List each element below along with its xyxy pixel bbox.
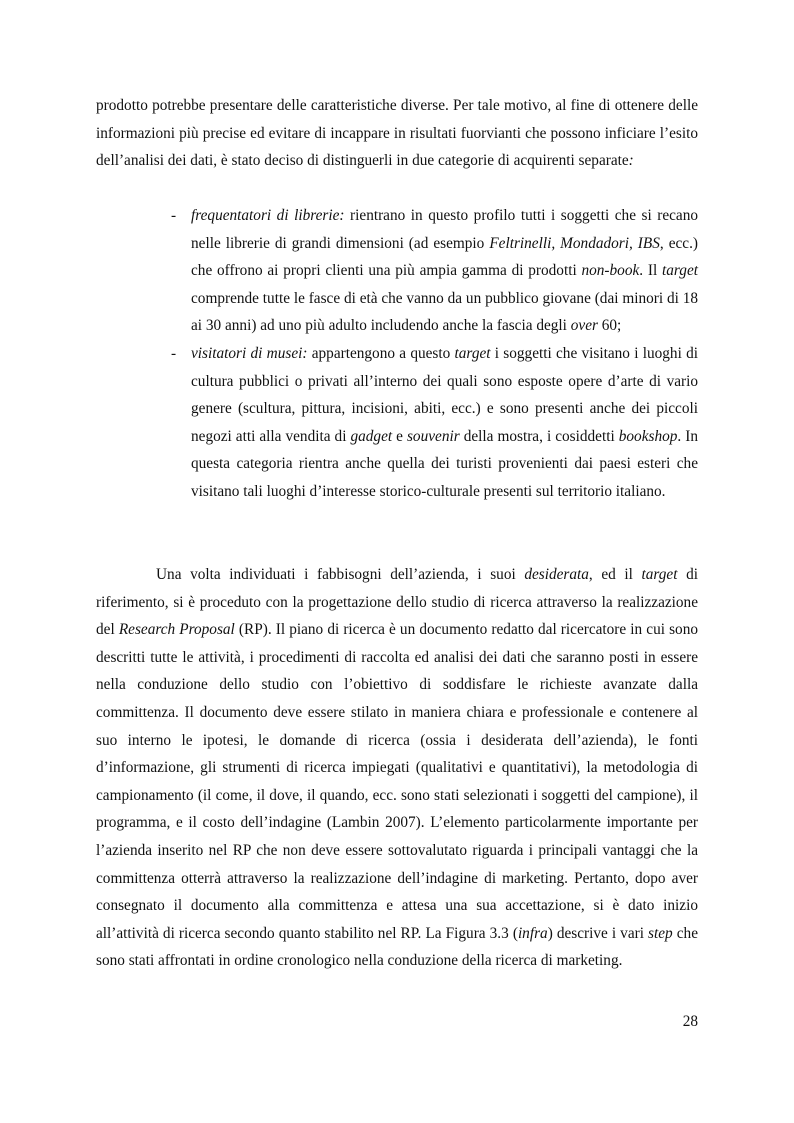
list-dash: - [171, 344, 177, 362]
item-emphasis: souvenir [406, 427, 460, 445]
category-list [96, 202, 698, 506]
paragraph-intro [96, 92, 698, 175]
item-text: 60; [597, 317, 622, 335]
intro-text: prodotto potrebbe presentare delle caratteristiche diverse. Per tale motivo, al fine di ottenere delle informazioni più precise ed evitare di incappare in risultati fuorvianti che possono inficiare l’esito dell’analisi dei dati, è stato deciso di distinguerli in due categorie di acquirenti separate [96, 97, 698, 170]
item-text: della mostra, i cosiddetti [459, 427, 619, 445]
body-text: di riferimento, si è proceduto con la progettazione dello studio di ricerca attraverso la realizzazione del [96, 566, 698, 639]
body-emphasis: desiderata [524, 566, 589, 583]
body-text: che sono stati affrontati in ordine cronologico nella conduzione della ricerca di marketing. [96, 924, 698, 970]
item-term: visitatori di musei: [191, 344, 308, 362]
body-text: ) descrive i vari [547, 924, 649, 942]
body-text: (RP). Il piano di ricerca è un documento redatto dal ricercatore in cui sono descritti tutte le attività, i procedimenti di raccolta ed analisi dei dati che saranno posti in essere nella conduzione dello studio con l’obiettivo di soddisfare le richieste avanzate dalla committenza. Il documento deve essere stilato in maniera chiara e professionale e contenere al suo interno le ipotesi, le domande di ricerca (ossia i desiderata dell’azienda), le fonti d’informazione, gli strumenti di ricerca impiegati (qualitativi e quantitativi), la metodologia di campionamento (il come, il dove, il quando, ecc. sono stati selezionati i soggetti del campione), il programma, e il costo dell’indagine (Lambin 2007). L’elemento particolarmente importante per l’azienda inserito nel RP che non deve essere sottovalutato riguarda i principali vantaggi che la committenza otterrà attraverso la realizzazione dell’indagine di marketing. Pertanto, dopo aver consegnato il documento alla committenza e attesa una sua accettazione, si è dato inizio all’attività di ricerca secondo quanto stabilito nel RP. La Figura 3.3 ( [96, 621, 699, 942]
item-emphasis: target [454, 344, 491, 362]
list-item-museums [96, 340, 698, 506]
item-emphasis: Feltrinelli, Mondadori, IBS [489, 234, 660, 252]
item-term: frequentatori di librerie: [191, 207, 345, 224]
list-dash: - [171, 207, 177, 224]
intro-colon: : [628, 152, 634, 170]
item-text: rientrano in questo profilo tutti i soggetti che si recano nelle librerie di grandi dimensioni (ad esempio [191, 207, 698, 252]
body-emphasis: step [648, 924, 673, 942]
item-emphasis: non-book [581, 262, 640, 280]
paragraph-research-proposal [96, 561, 698, 975]
item-emphasis: over [570, 317, 598, 335]
body-text: Una volta individuati i fabbisogni dell’azienda, i suoi [156, 566, 525, 583]
item-text: i soggetti che visitano i luoghi di cultura pubblici o privati all’interno dei quali sono esposte opere d’arte di vario genere (scultura, pittura, incisioni, abiti, ecc.) e sono presenti anche dei piccoli negozi atti alla vendita di [191, 344, 698, 445]
item-text: . In questa categoria rientra anche quella dei turisti provenienti dai paesi esteri che visitano tali luoghi d’interesse storico-culturale presenti sul territorio italiano. [191, 427, 698, 500]
body-emphasis: Research Proposal [118, 621, 235, 639]
body-text: , ed il [588, 566, 642, 583]
item-text: e [392, 427, 407, 445]
item-text: comprende tutte le fasce di età che vanno da un pubblico giovane (dai minori di 18 ai 30 anni) ad uno più adulto includendo anche la fascia degli [191, 289, 698, 335]
item-text: appartengono a questo [307, 344, 455, 362]
body-emphasis: infra [517, 924, 548, 942]
item-text: . Il [639, 262, 663, 280]
item-emphasis: target [662, 262, 698, 280]
item-emphasis: bookshop [618, 427, 678, 445]
item-text: , ecc.) che offrono ai propri clienti una più ampia gamma di prodotti [191, 234, 698, 280]
list-item-bookstores [96, 202, 698, 340]
body-emphasis: target [641, 566, 678, 583]
item-emphasis: gadget [350, 427, 393, 445]
page-number: 28 [682, 1013, 698, 1030]
